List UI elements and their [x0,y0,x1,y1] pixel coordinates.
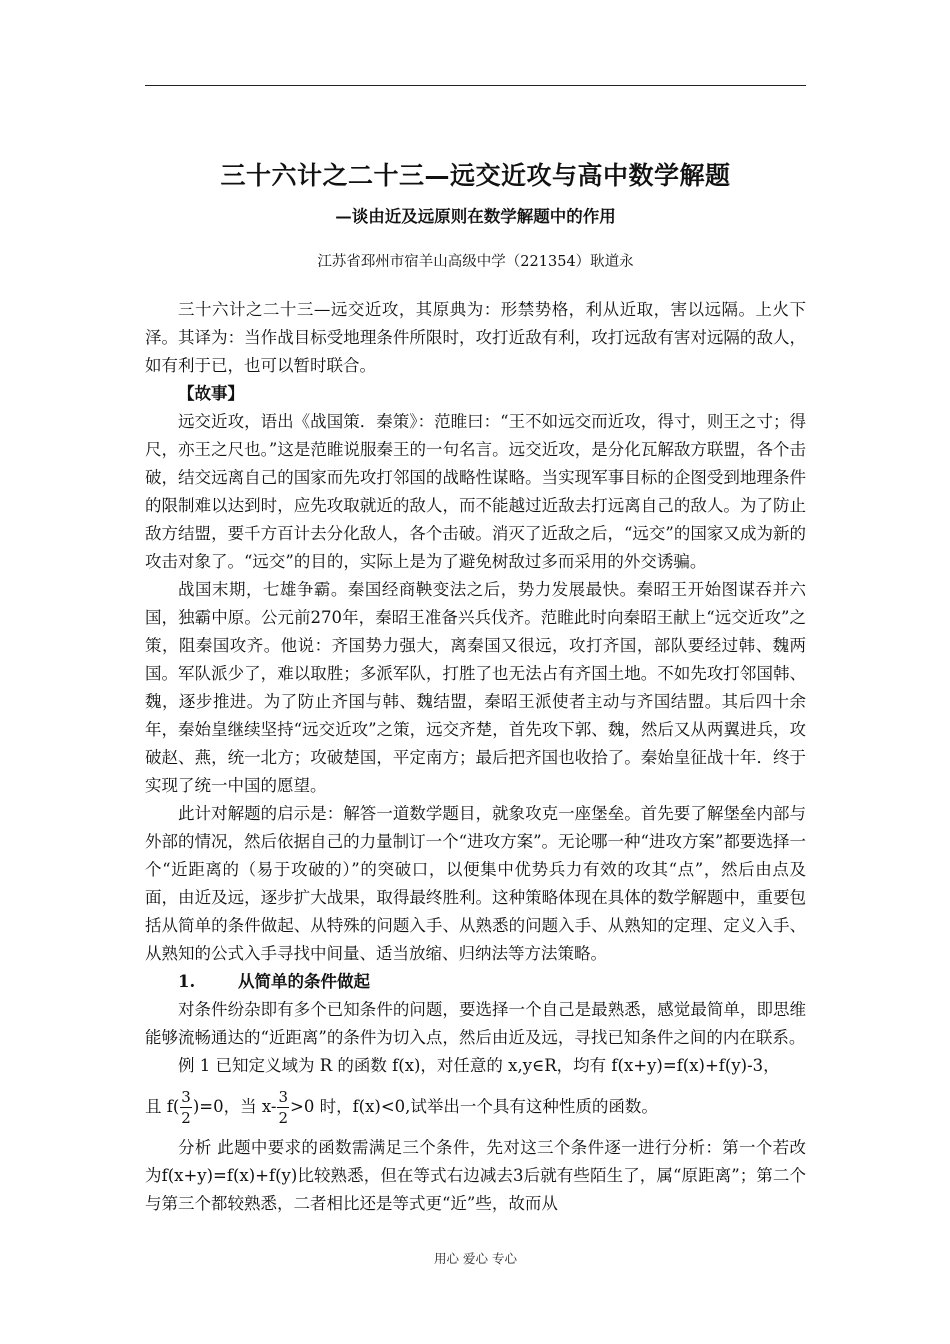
example-1-line-2 [145,1080,806,1134]
story-heading: 【故事】 [178,384,244,403]
fraction-numerator-2: 3 [278,1088,288,1106]
section-1-heading [145,968,806,996]
section-1-title: 从简单的条件做起 [238,972,370,991]
story-paragraph-3: 此计对解题的启示是：解答一道数学题目，就象攻克一座堡垒。首先要了解堡垒内部与外部的情况，然后依据自己的力量制订一个“进攻方案”。无论哪一种“进攻方案”都要选择一个“近距离的（易于攻破的）”的突破口，以便集中优势兵力有效的攻其“点”，然后由点及面，由近及远，逐步扩大战果，取得最终胜利。这种策略体现在具体的数学解题中，重要包括从简单的条件做起、从特殊的问题入手、从熟悉的问题入手、从熟知的定理、定义入手、从熟知的公式入手寻找中间量、适当放缩、归纳法等方法策略。 [145,804,806,963]
fraction-three-halves-2 [277,1087,289,1128]
example-1-part-a: 且 f( [145,1097,180,1116]
fraction-numerator: 3 [181,1088,191,1106]
header-rule [145,85,806,86]
example-1-part-b: )=0，当 x- [192,1097,277,1116]
story-paragraph-1: 远交近攻，语出《战国策．秦策》：范睢曰：“王不如远交而近攻，得寸，则王之寸；得尺，亦王之尺也。”这是范睢说服秦王的一句名言。远交近攻，是分化瓦解敌方联盟，各个击破，结交远离自己的国家而先攻打邻国的战略性谋略。当实现军事目标的企图受到地理条件的限制难以达到时，应先攻取就近的敌人，而不能越过近敌去打远离自己的敌人。为了防止敌方结盟，要千方百计去分化敌人，各个击破。消灭了近敌之后，“远交”的国家又成为新的攻击对象了。“远交”的目的，实际上是为了避免树敌过多而采用的外交诱骗。 [145,412,806,571]
story-paragraph-2: 战国末期，七雄争霸。秦国经商鞅变法之后，势力发展最快。秦昭王开始图谋吞并六国，独霸中原。公元前270年，秦昭王准备兴兵伐齐。范睢此时向秦昭王献上“远交近攻”之策，阻秦国攻齐。他说：齐国势力强大，离秦国又很远，攻打齐国，部队要经过韩、魏两国。军队派少了，难以取胜；多派军队，打胜了也无法占有齐国土地。不如先攻打邻国韩、魏，逐步推进。为了防止齐国与韩、魏结盟，秦昭王派使者主动与齐国结盟。其后四十余年，秦始皇继续坚持“远交近攻”之策，远交齐楚，首先攻下郭、魏，然后又从两翼进兵，攻破赵、燕，统一北方；攻破楚国，平定南方；最后把齐国也收拾了。秦始皇征战十年．终于实现了统一中国的愿望。 [145,580,806,795]
analysis-paragraph: 分析 此题中要求的函数需满足三个条件，先对这三个条件逐一进行分析：第一个若改为f(x+y)=f(x)+f(y)比较熟悉，但在等式右边减去3后就有些陌生了，属“原距离”；第二个与第三个都较熟悉，二者相比还是等式更“近”些，故而从 [145,1138,806,1213]
fraction-denominator: 2 [181,1109,191,1127]
example-1-line-1: 例 1 已知定义域为 R 的函数 f(x)，对任意的 x,y∈R，均有 f(x+y)=f(x)+f(y)-3， [178,1056,780,1075]
page-footer: 用心 爱心 专心 [434,1251,517,1266]
document-subtitle: —谈由近及远原则在数学解题中的作用 [335,207,616,226]
fraction-denominator-2: 2 [278,1109,288,1127]
example-1-part-c: >0 时，f(x)<0,试举出一个具有这种性质的函数。 [290,1097,658,1116]
fraction-three-halves [180,1087,192,1128]
section-1-number: 1. [178,972,196,991]
document-body [145,296,806,1218]
document-title: 三十六计之二十三—远交近攻与高中数学解题 [220,161,731,190]
author-line: 江苏省邳州市宿羊山高级中学（221354）耿道永 [317,254,634,270]
intro-paragraph: 三十六计之二十三—远交近攻，其原典为：形禁势格，利从近取，害以远隔。上火下泽。其译为：当作战目标受地理条件所限时，攻打近敌有利，攻打远敌有害对远隔的敌人，如有利于已，也可以暂时联合。 [145,300,806,375]
section-1-paragraph: 对条件纷杂即有多个已知条件的问题，要选择一个自己是最熟悉，感觉最简单，即思维能够流畅通达的“近距离”的条件为切入点，然后由近及远，寻找已知条件之间的内在联系。 [145,1000,806,1047]
